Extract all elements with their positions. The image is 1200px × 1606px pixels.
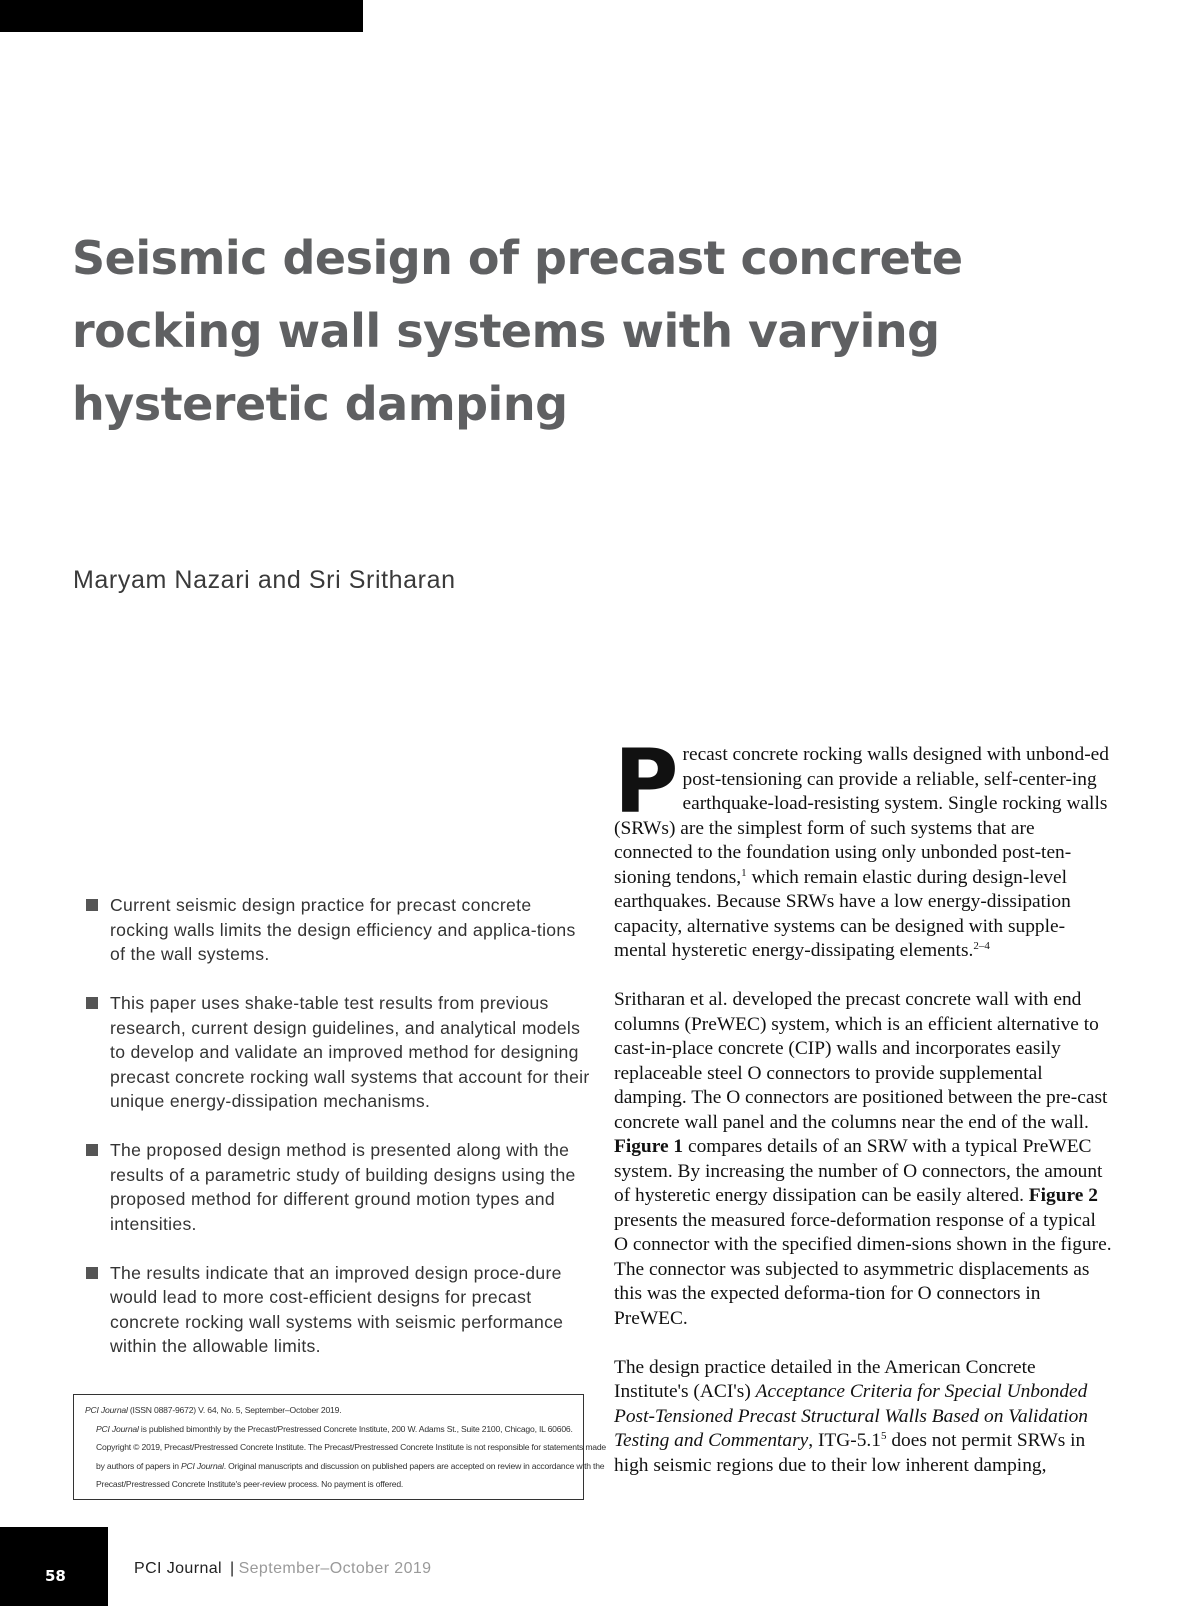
drop-cap: P (614, 730, 679, 833)
page-number-box (0, 1527, 108, 1606)
publication-line: by authors of papers in PCI Journal. Original manuscripts and discussion on published papers are accepted on review in accordance with the (96, 1460, 605, 1471)
summary-bullet-text: The results indicate that an improved design proce-dure would lead to more cost-efficient designs for precast concrete rocking wall systems with seismic performance within the allowable limits. (110, 1262, 564, 1356)
square-bullet-icon (86, 899, 98, 911)
running-footer (134, 1560, 431, 1578)
summary-bullet (86, 991, 594, 1114)
article-title: Seismic design of precast concrete rocking wall systems with varying hysteretic damping (72, 231, 963, 431)
summary-bullet (86, 1138, 594, 1236)
body-paragraph: The design practice detailed in the American Concrete Institute's (ACI's) Acceptance Criteria for Special Unbonded Post-Tensioned Precast Structural Walls Based on Validation Testing and Commentary, ITG-$5.1^5$ does not permit SRWs in high seismic regions due to their low inherent damping, (614, 1356, 1088, 1476)
reference-superscript: 2–4 (973, 940, 990, 952)
article-body (614, 730, 1114, 1503)
page-number: 58 (45, 1567, 66, 1585)
body-paragraph: Precast concrete rocking walls designed with unbond-ed post-tensioning can provide a reliable, self-center-ing earthquake-load-resisting system. Single rocking walls (SRWs) are the simplest form of such systems that are connected to the foundation using only unbonded post-ten-sioning tendons,$^1$ which remain elastic during design-level earthquakes. Because SRWs have a low energy-dissipation capacity, alternative systems can be designed with supple-mental hysteretic energy-dissipating elements.$^{2-4}$ (614, 730, 1109, 961)
top-color-bar (0, 0, 363, 32)
summary-bullet (86, 893, 594, 967)
square-bullet-icon (86, 997, 98, 1009)
summary-bullet-list (86, 893, 594, 1383)
summary-bullet-text: The proposed design method is presented along with the results of a parametric study of building designs using the proposed method for different ground motion types and intensities. (110, 1140, 576, 1234)
summary-bullet-text: Current seismic design practice for precast concrete rocking walls limits the design efficiency and applica-tions of the wall systems. (110, 895, 576, 964)
footer-journal-name: PCI Journal (134, 1560, 222, 1577)
reference-superscript: 5 (880, 1430, 887, 1442)
figure-reference: Figure 2 (1028, 1185, 1098, 1206)
publication-line: Precast/Prestressed Concrete Institute's peer-review process. No payment is offered. (96, 1479, 404, 1490)
body-paragraph: Sritharan et al. developed the precast concrete wall with end columns (PreWEC) system, which is an efficient alternative to cast-in-place concrete (CIP) walls and incorporates easily replaceable steel O connectors to provide supplemental damping. The O connectors are positioned between the pre-cast concrete wall panel and the columns near the end of the wall. Figure 1 compares details of an SRW with a typical PreWEC system. By increasing the number of O connectors, the amount of hysteretic energy dissipation can be easily altered. Figure 2 presents the measured force-deformation response of a typical O connector with the specified dimen-sions shown in the figure. The connector was subjected to asymmetric displacements as this was the expected deforma-tion for O connectors in PreWEC. (614, 989, 1112, 1329)
summary-bullet-text: This paper uses shake-table test results from previous research, current design guidelines, and analytical models to develop and validate an improved method for designing precast concrete rocking wall systems that account for their unique energy-dissipation mechanisms. (110, 993, 590, 1111)
summary-bullet (86, 1261, 594, 1359)
footer-separator: | (230, 1560, 235, 1577)
publication-line: PCI Journal is published bimonthly by the Precast/Prestressed Concrete Institute, 200 W. Adams St., Suite 2100, Chicago, IL 60606. (96, 1423, 573, 1434)
figure-reference: Figure 1 (614, 1136, 684, 1157)
square-bullet-icon (86, 1144, 98, 1156)
reference-superscript: 1 (741, 866, 747, 879)
document-title-italic: Acceptance Criteria for Special Unbonded Post-Tensioned Precast Structural Walls Based on Validation Testing and Commentary (614, 1381, 1088, 1451)
publication-line: PCI Journal (ISSN 0887-9672) V. 64, No. 5, September–October 2019. (85, 1405, 342, 1415)
square-bullet-icon (86, 1267, 98, 1279)
publication-info-box (73, 1394, 607, 1500)
article-authors: Maryam Nazari and Sri Sritharan (73, 566, 456, 594)
footer-issue-date: September–October 2019 (238, 1560, 432, 1577)
copyright-line: Copyright © 2019, Precast/Prestressed Concrete Institute. The Precast/Prestressed Concrete Institute is not responsible for statements made (96, 1442, 607, 1453)
